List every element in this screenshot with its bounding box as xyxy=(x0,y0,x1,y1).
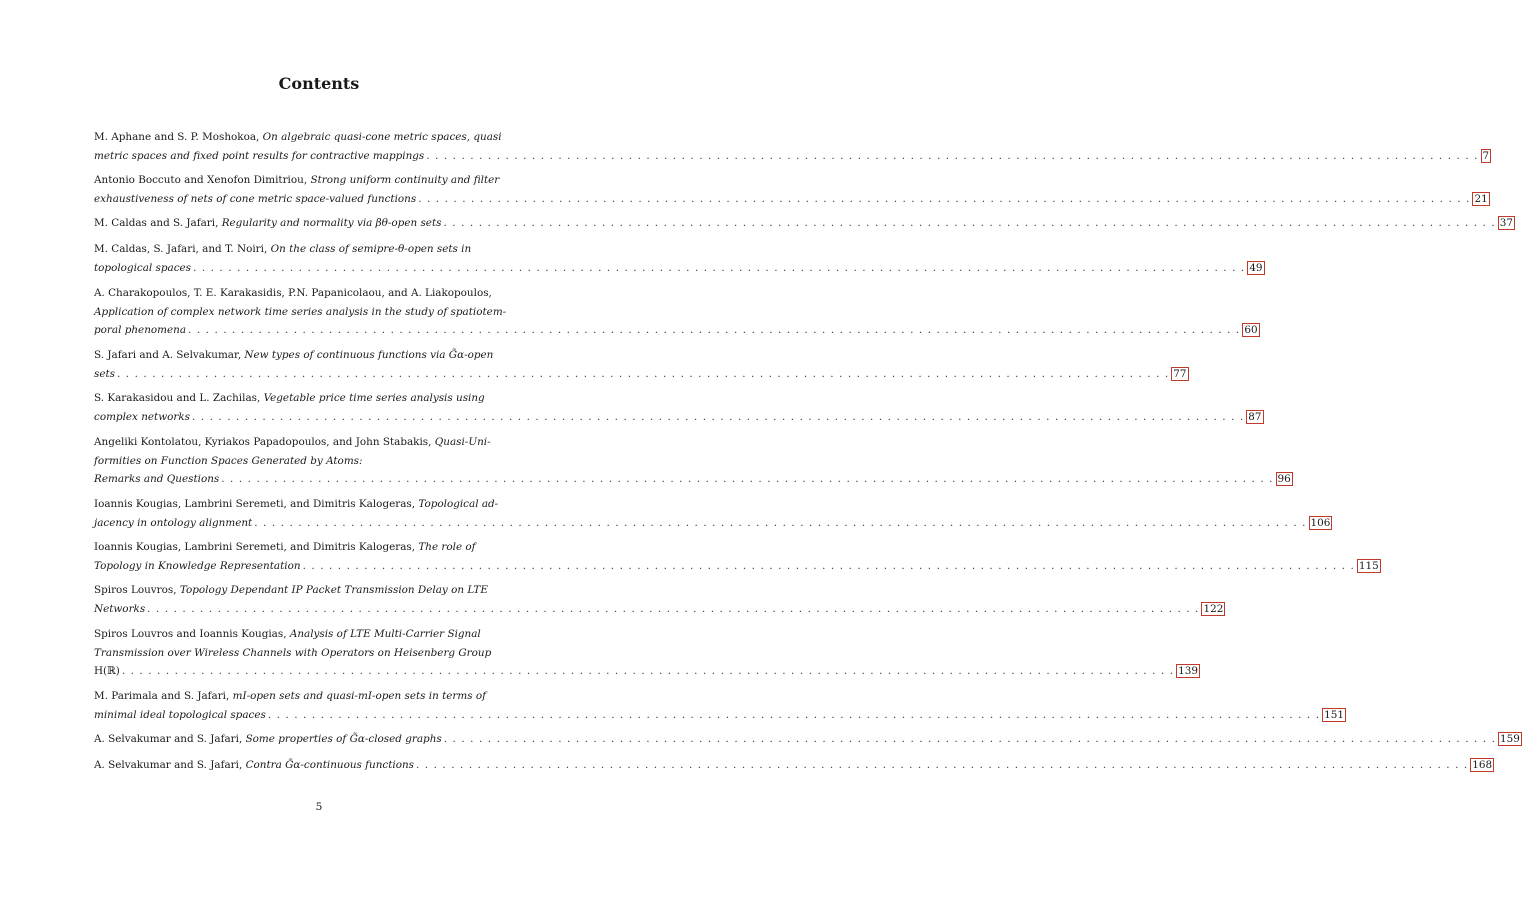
dot-leader xyxy=(192,411,1244,423)
toc-page-link[interactable]: 122 xyxy=(1203,602,1224,615)
toc-entry-line xyxy=(94,538,525,557)
toc-page-link[interactable]: 77 xyxy=(1173,367,1187,380)
dot-leader xyxy=(426,150,1478,162)
toc-entry-line xyxy=(94,433,525,452)
toc-page-link[interactable]: 139 xyxy=(1178,665,1198,677)
toc-page-link[interactable]: 168 xyxy=(1472,759,1493,771)
page-title: Contents xyxy=(278,74,360,93)
toc-entry-title: sets xyxy=(94,367,115,380)
toc-entry-line xyxy=(94,284,525,303)
dot-leader xyxy=(416,759,1468,771)
toc-entry-title: Quasi-Uni- xyxy=(434,436,491,448)
toc-page-link[interactable]: 159 xyxy=(1500,733,1520,745)
toc-entry[interactable] xyxy=(94,581,1224,618)
dot-leader xyxy=(303,560,1355,572)
toc-entry-line xyxy=(94,730,1520,749)
dot-leader xyxy=(122,665,1174,677)
toc-entry-title: Analysis of LTE Multi-Carrier Signal xyxy=(289,628,481,640)
toc-entry-title: Regularity and normality via βθ-open sets xyxy=(221,217,442,229)
toc-entry[interactable] xyxy=(94,756,1493,775)
dot-leader xyxy=(444,733,1496,745)
toc-page-link[interactable]: 49 xyxy=(1249,261,1263,274)
toc-entry-title: Topological ad- xyxy=(418,498,499,510)
toc-entry-line xyxy=(94,214,1513,233)
toc-entry[interactable] xyxy=(94,687,1344,724)
toc-entry-line xyxy=(94,581,525,600)
dot-leader xyxy=(418,193,1470,205)
toc-entry-title: Vegetable price time series analysis using xyxy=(263,392,485,404)
toc-entry-line xyxy=(94,557,1379,576)
toc-entry-title: minimal ideal topological spaces xyxy=(94,708,266,721)
toc-entry-title: complex networks xyxy=(94,410,190,423)
toc-entry-line xyxy=(94,687,525,706)
toc-page-link[interactable]: 115 xyxy=(1358,559,1379,572)
toc-entry-line xyxy=(94,495,525,514)
toc-entry-line xyxy=(94,706,1344,725)
toc-entry-line xyxy=(94,470,1291,489)
toc-page-link[interactable]: 60 xyxy=(1244,324,1258,336)
toc-entry-line xyxy=(94,408,1262,427)
toc-entry-title: jacency in ontology alignment xyxy=(94,516,253,529)
toc-page-link[interactable]: 96 xyxy=(1277,473,1291,485)
toc-entry[interactable] xyxy=(94,730,1520,749)
dot-leader xyxy=(221,473,1273,485)
dot-leader xyxy=(268,709,1320,721)
toc-entry-title: Remarks and Questions xyxy=(94,473,220,485)
toc-entry-title: Contra G̃α-continuous functions xyxy=(245,759,414,771)
toc-entry[interactable] xyxy=(94,284,1258,340)
toc-entry-title: Application of complex network time series analysis in the study of spatiotem- xyxy=(94,305,507,318)
toc-entry-title: Some properties of G̃α-closed graphs xyxy=(245,733,442,745)
toc-entry-title: metric spaces and fixed point results for contractive mappings xyxy=(94,149,425,162)
toc-entry-title: New types of continuous functions via G̃α-open xyxy=(244,349,494,361)
toc-entry-line xyxy=(94,365,1187,384)
toc-entry-line xyxy=(94,756,1493,775)
toc-entry[interactable] xyxy=(94,389,1262,426)
toc-entry-line xyxy=(94,625,525,644)
toc-entry[interactable] xyxy=(94,240,1263,277)
toc-entry-line xyxy=(94,259,1263,278)
toc-entry-line xyxy=(94,321,1258,340)
toc-entry-title: Topology Dependant IP Packet Transmission Delay on LTE xyxy=(179,584,488,596)
toc-page-link[interactable]: 21 xyxy=(1474,192,1488,205)
toc-entry-authors: Angeliki Kontolatou, Kyriakos Papadopoulos, and John Stabakis, xyxy=(94,436,435,448)
toc-entry-authors: Spiros Louvros and Ioannis Kougias, xyxy=(94,628,290,640)
toc-entry-line xyxy=(94,147,1490,166)
toc-entry-authors: Spiros Louvros, xyxy=(94,584,180,596)
toc-entry-authors: Antonio Boccuto and Xenofon Dimitriou, xyxy=(94,174,311,186)
toc-entry-authors: S. Karakasidou and L. Zachilas, xyxy=(94,392,264,404)
toc-page-link[interactable]: 106 xyxy=(1310,516,1331,529)
toc-entry-line xyxy=(94,452,525,471)
toc-entry-title: Topology in Knowledge Representation xyxy=(94,559,301,572)
toc-entry-title: Strong uniform continuity and filter xyxy=(310,174,500,186)
toc-entry-line xyxy=(94,346,525,365)
toc-page-link[interactable]: 87 xyxy=(1248,410,1262,423)
toc-entry-authors: H(ℝ) xyxy=(94,665,120,677)
toc-entry-authors: M. Aphane and S. P. Moshokoa, xyxy=(94,131,263,143)
toc-entry-line xyxy=(94,303,525,322)
toc-entry-title: mI-open sets and quasi-mI-open sets in terms of xyxy=(232,690,486,702)
dot-leader xyxy=(193,262,1245,274)
dot-leader xyxy=(254,517,1306,529)
toc-entry-authors: A. Selvakumar and S. Jafari, xyxy=(94,733,246,745)
dot-leader xyxy=(117,368,1169,380)
toc-entry-title: The role of xyxy=(418,541,476,553)
toc-entry[interactable] xyxy=(94,433,1291,489)
toc-entry-authors: Ioannis Kougias, Lambrini Seremeti, and Dimitris Kalogeras, xyxy=(94,541,419,553)
toc-entry-authors: Ioannis Kougias, Lambrini Seremeti, and Dimitris Kalogeras, xyxy=(94,498,419,510)
toc-entry-line xyxy=(94,600,1224,619)
toc-entry[interactable] xyxy=(94,495,1331,532)
toc-entry-title: On algebraic quasi-cone metric spaces, quasi xyxy=(262,131,502,143)
toc-entry[interactable] xyxy=(94,625,1198,681)
toc-entry-line xyxy=(94,171,525,190)
toc-entry-title: On the class of semipre-θ-open sets in xyxy=(270,243,472,255)
dot-leader xyxy=(147,603,1199,615)
toc-entry[interactable] xyxy=(94,346,1187,383)
toc-entry[interactable] xyxy=(94,214,1513,233)
toc-page-link[interactable]: 151 xyxy=(1324,708,1344,721)
toc-entry[interactable] xyxy=(94,171,1488,208)
toc-entry[interactable] xyxy=(94,128,1490,165)
toc-entry-title: exhaustiveness of nets of cone metric space-valued functions xyxy=(94,192,417,205)
toc-entry-authors: A. Selvakumar and S. Jafari, xyxy=(94,759,246,771)
toc-entry-line xyxy=(94,190,1488,209)
toc-entry-line xyxy=(94,389,525,408)
toc-entry-authors: M. Parimala and S. Jafari, xyxy=(94,690,233,702)
toc-entry-title: Networks xyxy=(94,602,146,615)
toc-entry-authors: M. Caldas, S. Jafari, and T. Noiri, xyxy=(94,243,271,255)
toc-entry-title: formities on Function Spaces Generated by Atoms: xyxy=(94,454,363,467)
toc-page-link[interactable]: 7 xyxy=(1482,149,1490,162)
dot-leader xyxy=(443,217,1495,229)
toc-entry-line xyxy=(94,644,525,663)
toc-entry-line xyxy=(94,240,525,259)
page-number: 5 xyxy=(315,801,323,813)
toc-entry-title: topological spaces xyxy=(94,261,192,274)
toc-entry-authors: S. Jafari and A. Selvakumar, xyxy=(94,349,245,361)
toc-page-link[interactable]: 37 xyxy=(1499,217,1513,229)
dot-leader xyxy=(188,324,1240,336)
toc-entry-line xyxy=(94,128,525,147)
toc-entry-authors: A. Charakopoulos, T. E. Karakasidis, P.N. Papanicolaou, and A. Liakopoulos, xyxy=(94,287,492,299)
toc-entry[interactable] xyxy=(94,538,1379,575)
toc-entry-title: Transmission over Wireless Channels with Operators on Heisenberg Group xyxy=(94,646,492,659)
toc-entry-title: poral phenomena xyxy=(94,324,187,336)
toc-entry-authors: M. Caldas and S. Jafari, xyxy=(94,217,222,229)
toc-entry-line xyxy=(94,514,1331,533)
toc-entry-line xyxy=(94,662,1198,681)
